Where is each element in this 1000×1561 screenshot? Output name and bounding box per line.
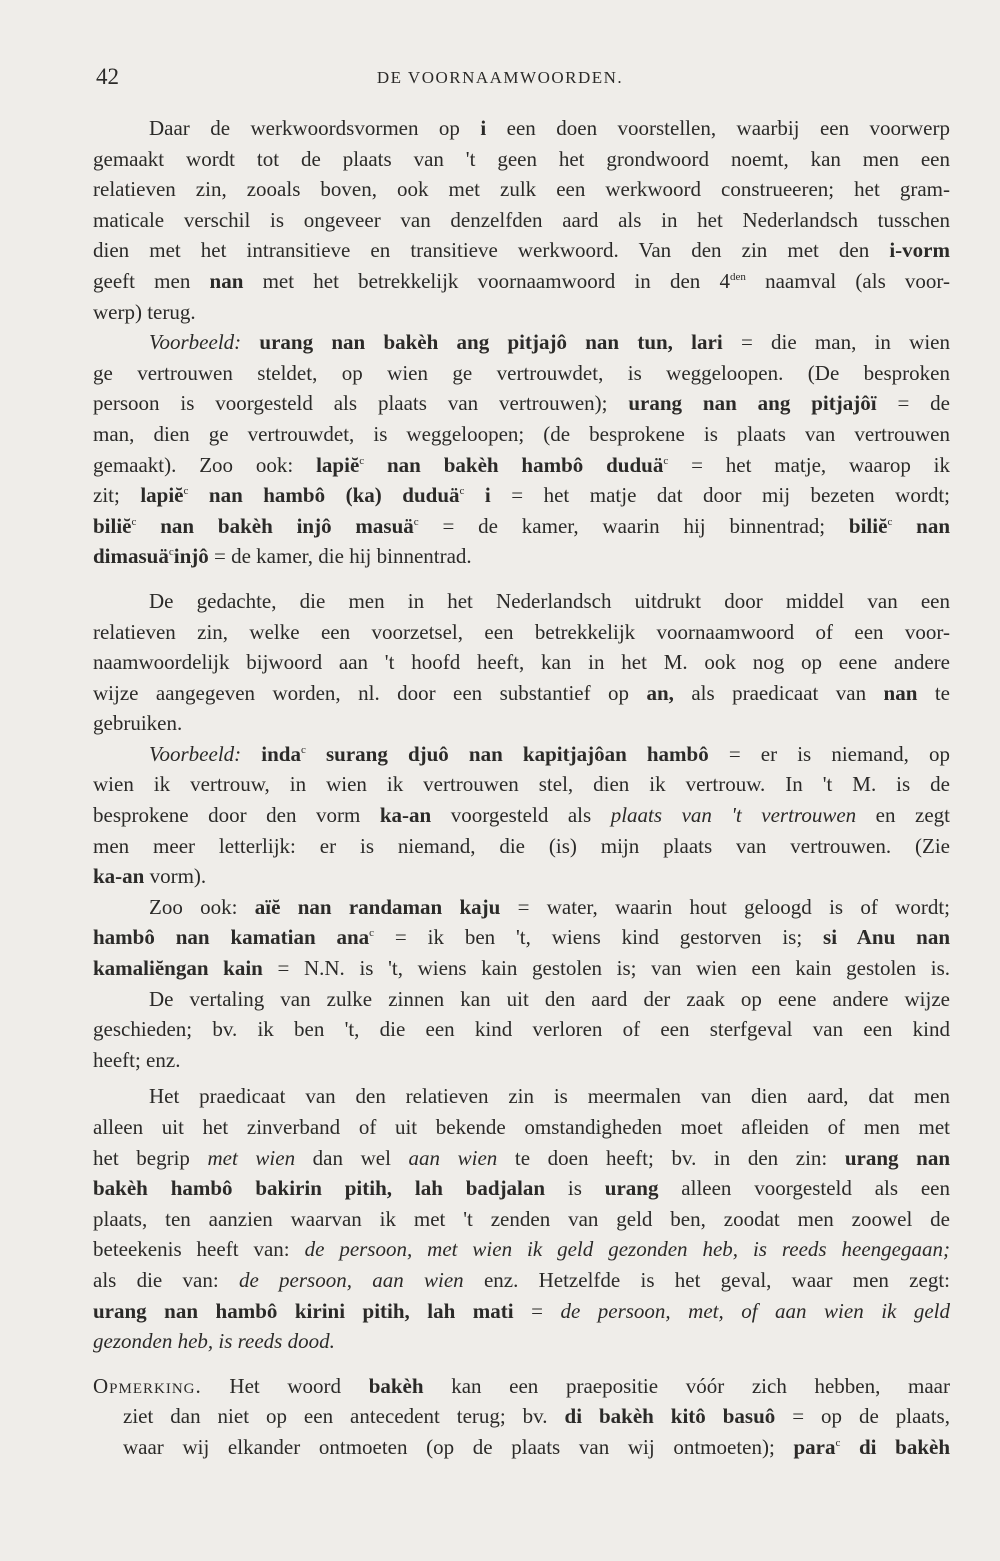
- text-line: man, dien ge vertrouwdet, is weggeloopen; (de besprokene is plaats van vertrouwen: [93, 421, 950, 446]
- page-number: 42: [96, 64, 119, 89]
- text-line: relatieven zin, zooals boven, ook met zulk een werkwoord construeeren; het gram-: [93, 177, 950, 202]
- text-line: geeft men nan met het betrekkelijk voornaamwoord in den $4^{den}$ naamval (als voor-: [93, 268, 950, 293]
- text-line: men meer letterlijk: er is niemand, die (is) mijn plaats van vertrouwen. (Zie: [93, 833, 950, 858]
- running-head: DE VOORNAAMWOORDEN.: [376, 68, 624, 87]
- text-line: beteekenis heeft van: de persoon, met wien ik geld gezonden heb, is reeds heengegaan;: [93, 1237, 950, 1262]
- text-line: persoon is voorgesteld als plaats van vertrouwen); urang nan ang pitjajôï = de: [93, 391, 950, 416]
- text-line: Opmerking. Het woord bakèh kan een praepositie vóór zich hebben, maar: [93, 1373, 950, 1398]
- text-line: Het praedicaat van den relatieven zin is meermalen van dien aard, dat men: [149, 1084, 950, 1109]
- paragraph-5: [93, 892, 950, 984]
- paragraph-gap: [93, 572, 950, 586]
- body-text: [93, 113, 950, 1463]
- text-line: gezonden heb, is reeds dood.: [93, 1329, 335, 1354]
- text-line: De vertaling van zulke zinnen kan uit den aard der zaak op eene andere wijze: [149, 986, 950, 1011]
- text-line: ge vertrouwen steldet, op wien ge vertrouwdet, is weggeloopen. (De besproken: [93, 360, 950, 385]
- text-line: zit; lapiĕ$^c$ nan hambô (ka) duduä$^c$ i = het matje dat door mij bezeten wordt;: [93, 483, 950, 508]
- text-line: gemaakt wordt tot de plaats van 't geen het grondwoord noemt, kan men een: [93, 146, 950, 171]
- text-line: kamaliĕngan kain = N.N. is 't, wiens kain gestolen is; van wien een kain gestolen is.: [93, 956, 950, 981]
- text-line: als die van: de persoon, aan wien enz. Hetzelfde is het geval, waar men zegt:: [93, 1267, 950, 1292]
- text-line: naamwoordelijk bijwoord aan 't hoofd heeft, kan in het M. ook nog op eene andere: [93, 650, 950, 675]
- paragraph-6: [93, 984, 950, 1076]
- text-line: dien met het intransitieve en transitieve werkwoord. Van den zin met den i-vorm: [93, 238, 950, 263]
- text-line: De gedachte, die men in het Nederlandsch uitdrukt door middel van een: [149, 588, 950, 613]
- text-line: besprokene door den vorm ka-an voorgesteld als plaats van 't vertrouwen en zegt: [93, 803, 950, 828]
- paragraph-8: [93, 1371, 950, 1463]
- text-line: werp) terug.: [93, 299, 196, 324]
- text-line: ziet dan niet op een antecedent terug; bv. di bakèh kitô basuô = op de plaats,: [123, 1404, 950, 1429]
- text-line: bakèh hambô bakirin pitih, lah badjalan is urang alleen voorgesteld als een: [93, 1176, 950, 1201]
- text-line: Voorbeeld: urang nan bakèh ang pitjajô nan tun, lari = die man, in wien: [149, 330, 950, 355]
- text-line: wijze aangegeven worden, nl. door een substantief op an, als praedicaat van nan te: [93, 680, 950, 705]
- text-line: heeft; enz.: [93, 1047, 181, 1072]
- text-line: hambô nan kamatian ana$^c$ = ik ben 't, wiens kind gestorven is; si Anu nan: [93, 925, 950, 950]
- text-line: gemaakt). Zoo ook: lapiĕ$^c$ nan bakèh hambô duduä$^c$ = het matje, waarop ik: [93, 452, 951, 477]
- paragraph-gap: [93, 1357, 950, 1371]
- text-line: maticale verschil is ongeveer van denzelfden aard als in het Nederlandsch tusschen: [93, 207, 950, 232]
- text-line: het begrip met wien dan wel aan wien te doen heeft; bv. in den zin: urang nan: [93, 1145, 950, 1170]
- text-line: geschieden; bv. ik ben 't, die een kind verloren of een sterfgeval van een kind: [93, 1017, 950, 1042]
- remark-label: Opmerking.: [93, 1373, 202, 1398]
- paragraph-4: [93, 739, 950, 892]
- paragraph-2: [93, 327, 950, 572]
- text-line: wien ik vertrouw, in wien ik vertrouwen stel, dien ik vertrouw. In 't M. is de: [93, 772, 950, 797]
- text-line: Zoo ook: aïĕ nan randaman kaju = water, waarin hout geloogd is of wordt;: [149, 894, 951, 919]
- text-line: waar wij elkander ontmoeten (op de plaats van wij ontmoeten); para$^c$ di bakèh: [123, 1434, 951, 1459]
- paragraph-1: [93, 113, 950, 327]
- paragraph-7: [93, 1081, 950, 1356]
- text-line: Voorbeeld: inda$^c$ surang djuô nan kapitjajôan hambô = er is niemand, op: [149, 741, 951, 766]
- text-line: gebruiken.: [93, 711, 183, 736]
- text-line: biliĕ$^c$ nan bakèh injô masuä$^c$ = de kamer, waarin hij binnentrad; biliĕ$^c$ nan: [93, 513, 951, 538]
- text-line: dimasuä$^c$injô = de kamer, die hij binnentrad.: [93, 544, 472, 569]
- text-line: plaats, ten aanzien waarvan ik met 't zenden van geld ben, zoodat men zoowel de: [93, 1206, 950, 1231]
- paragraph-3: [93, 586, 950, 739]
- text-line: urang nan hambô kirini pitih, lah mati = de persoon, met, of aan wien ik geld: [93, 1298, 950, 1323]
- text-line: ka-an vorm).: [93, 864, 207, 889]
- text-line: Daar de werkwoordsvormen op i een doen voorstellen, waarbij een voorwerp: [149, 116, 950, 140]
- text-line: alleen uit het zinverband of uit bekende omstandigheden moet afleiden of men met: [93, 1115, 950, 1139]
- text-line: relatieven zin, welke een voorzetsel, een betrekkelijk voornaamwoord of een voor-: [93, 619, 950, 644]
